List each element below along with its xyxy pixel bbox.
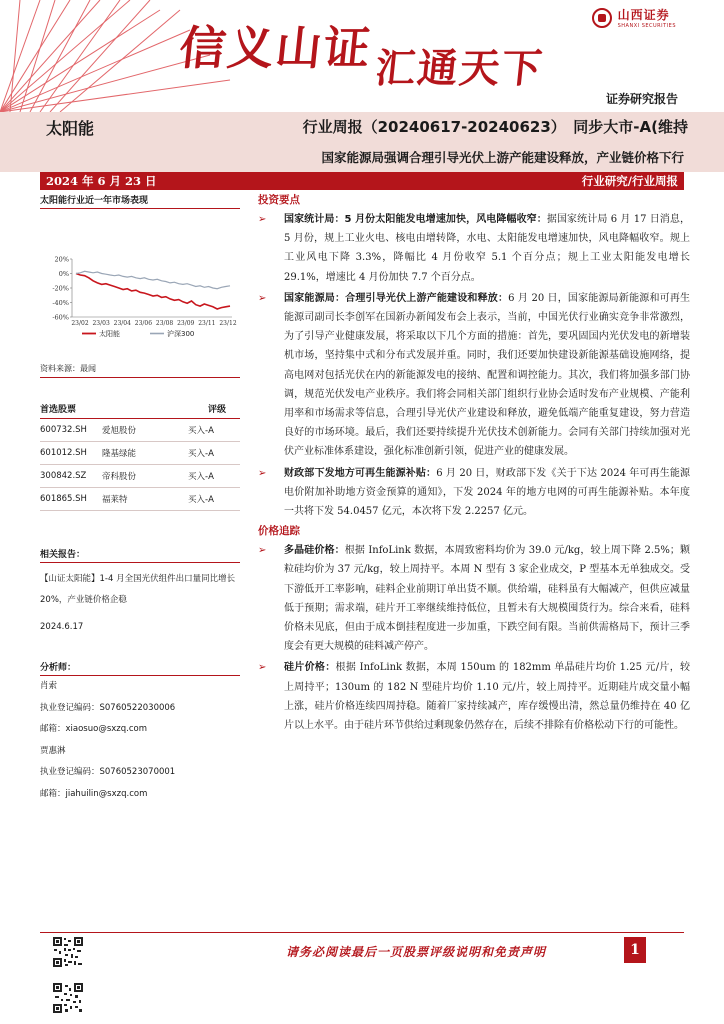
arrow-bullet-icon: ➢ [258, 214, 267, 225]
slogan [176, 12, 550, 92]
y-tick-label: 0% [58, 270, 69, 278]
chart-svg [40, 209, 240, 359]
arrow-bullet-icon: ➢ [258, 292, 267, 304]
stock-rating: 买入-A [188, 426, 214, 436]
left-sidebar [40, 190, 240, 805]
qr-code-icon [52, 982, 84, 1014]
analyst-name: 贾惠淋 [40, 745, 66, 756]
footer-disclaimer: 请务必阅读最后一页股票评级说明和免责声明 [286, 945, 547, 959]
header-banner [0, 0, 724, 112]
report-type: 证券研究报告 [605, 92, 678, 106]
slogan-part2: 汇通天下 [373, 45, 546, 92]
stock-name: 隆基绿能 [102, 449, 137, 459]
report-category: 行业研究/行业周报 [581, 174, 678, 188]
arrow-bullet-icon: ➢ [258, 662, 267, 674]
report-headline: 国家能源局强调合理引导光伏上游产能建设释放，产业链价格下行 [321, 150, 684, 165]
analysts-title: 分析师： [40, 660, 240, 676]
paragraph-body: 6 月 20 日，财政部下发《关于下达 2024 年可再生能源电价附加补助地方资金预算的通知》，下发 2024 年的地方电网的可再生能源补贴。本年度一共将下发 54.0457 亿元，本次将下发 2.2257 亿元。 [284, 467, 690, 518]
paragraph-lead: 国家统计局：5 月份太阳能发电增速加快，风电降幅收窄： [284, 214, 547, 225]
logo-name: 山西证券 [617, 8, 670, 22]
stock-rating: 买入-A [188, 495, 214, 505]
paragraph-lead: 财政部下发地方可再生能源补贴： [284, 467, 437, 479]
x-tick-label: 23/09 [177, 320, 195, 327]
paragraph-finance-ministry [258, 464, 690, 522]
legend-label: 太阳能 [99, 330, 120, 338]
series-line-csi300 [76, 271, 230, 288]
x-tick-label: 23/11 [198, 320, 216, 327]
x-tick-label: 23/02 [71, 320, 89, 327]
chart-title: 太阳能行业近一年市场表现 [40, 190, 240, 209]
y-tick-label: -40% [52, 299, 69, 307]
analysts-section [40, 660, 240, 805]
paragraph-lead: 硅片价格： [284, 662, 336, 674]
x-tick-label: 23/12 [219, 320, 237, 327]
analyst-email[interactable]: 邮箱：xiaosuo@sxzq.com [40, 724, 147, 734]
y-tick-label: -20% [52, 284, 69, 293]
section-title-highlights: 投资要点 [258, 194, 300, 206]
x-tick-label: 23/03 [92, 320, 110, 327]
stock-rating: 买入-A [188, 449, 214, 459]
stock-code: 600732.SH [40, 425, 87, 435]
paragraph-polysilicon [258, 541, 690, 656]
chart-source: 资料来源：最闻 [40, 359, 240, 378]
slogan-part1: 信义山证 [176, 21, 375, 75]
arrow-bullet-icon: ➢ [258, 545, 267, 557]
analyst-email[interactable]: 邮箱：jiahuilin@sxzq.com [40, 788, 148, 799]
table-row [40, 419, 240, 442]
stock-code: 300842.SZ [40, 471, 87, 481]
table-row [40, 488, 240, 511]
footer-divider [40, 932, 684, 933]
date-bar [40, 172, 684, 190]
paragraph-energy-admin [258, 289, 690, 462]
stock-code: 601012.SH [40, 448, 87, 458]
y-tick-label: -60% [52, 313, 69, 322]
paragraph-body: 6 月 20 日，国家能源局新能源和可再生能源司副司长李创军在国新办新闻发布会上表示，当前，中国光伏行业确实竞争非常激烈，为了引导产业健康发展，将采取以下几个方面的措施：首先，要巩固国内光伏发电的新增装机市场，坚持集中式和分布式发展并重。同时，我们还要加快建设新能源基础设施网络，提高电网对包括光伏在内的新能源发电的接纳、配置和调控能力。其次，我们将加强多部门协调，规范光伏发电产业秩序。我们将会同相关部门组织行业协会适时发布产业规模、产能利用率和市场需求等信息，合理引导光伏产业建设和释放，避免低端产能重复建设，努力营造良好的市场环境。最后，我们还要持续提升光伏技术创新能力。会同有关部门持续加强对光伏产业标准体系建设，强化标准创新引领，促进产业的健康发展。 [284, 292, 691, 458]
sector-name: 太阳能 [46, 119, 95, 138]
title-bar [0, 112, 724, 172]
paragraph-lead: 国家能源局：合理引导光伏上游产能建设和释放： [284, 292, 509, 304]
related-report-date: 2024.6.17 [40, 622, 84, 632]
stock-name: 福莱特 [102, 495, 128, 505]
paragraph-body: 根据 InfoLink 数据，本周致密料均价为 39.0 元/kg，较上周下降 2.5%；颗粒硅均价为 37 元/kg，较上周持平。本周 N 型有 3 家企业成交，P 型基本无单独成交。受下游低开工率影响，硅料企业前期订单出货不顺。供给端，硅料虽有大幅减产，但供应减量低于预期；需求端，硅片开工率继续维持低位，且暂未有大规模囤货行为。综合来看，硅料价格未见底，但由于成本倒挂程度进一步加重，下跌空间有限。当前供需格局下，预计三季度会有更大规模的硅料减产停产。 [284, 545, 690, 653]
company-logo [592, 6, 676, 29]
stock-name: 帝科股份 [102, 472, 137, 482]
related-report-link[interactable]: 【山证太阳能】1-4 月全国光伏组件出口量同比增长 20%，产业链价格企稳 [40, 574, 236, 605]
y-tick-label: 20% [54, 255, 69, 264]
paragraph-body: 根据 InfoLink 数据，本周 150um 的 182mm 单晶硅片均价 1.25 元/片，较上周持平；130um 的 182 N 型硅片均价 1.10 元/片，较上周持平。近期硅片成交量小幅上涨，硅片价格连续四周持稳。随着厂家持续减产，库存缓慢出清，然总量仍维持在 40 亿片以上水平。由于硅片环节供给过剩现象仍然存在，后续不排除有价格松动下行的可能性。 [284, 662, 691, 732]
legend-label: 沪深300 [167, 330, 195, 338]
weekly-title: 行业周报（20240617-20240623） 同步大市-A(维持 [302, 118, 688, 136]
report-date: 2024 年 6 月 23 日 [46, 174, 157, 188]
series-line-solar [76, 274, 230, 310]
main-content [258, 190, 690, 735]
stock-rating: 买入-A [188, 472, 214, 482]
logo-emblem-icon [592, 8, 612, 28]
market-performance-chart [40, 209, 240, 359]
paragraph-body: 据国家统计局 6 月 17 日消息，5 月份，规上工业火电、核电由增转降，水电、太阳能发电增速加快，风电降幅收窄。规上工业风电下降 3.3%，降幅比 4 月份收窄 5.1 个百分点；规上工业太阳能发电增长 29.1%，增速比 4 月份加快 7.7 个百分点。 [284, 214, 690, 283]
paragraph-wafer [258, 658, 690, 735]
related-title: 相关报告： [40, 547, 240, 563]
table-row [40, 442, 240, 465]
section-title-prices: 价格追踪 [258, 525, 300, 538]
analyst-license: 执业登记编码：S0760523070001 [40, 767, 176, 777]
arrow-bullet-icon: ➢ [258, 467, 267, 479]
analyst-license: 执业登记编码：S0760522030006 [40, 702, 176, 713]
stock-code: 601865.SH [40, 494, 87, 504]
preferred-stocks-table [40, 402, 240, 511]
paragraph-stats-bureau [258, 210, 690, 287]
logo-name-en: SHANXI SECURITIES [617, 23, 676, 29]
page-number: 1 [624, 937, 646, 963]
x-tick-label: 23/06 [134, 320, 153, 327]
qr-code-icon [52, 936, 84, 968]
paragraph-lead: 多晶硅价格： [284, 545, 345, 557]
stocks-header [40, 402, 240, 419]
analyst-name: 肖索 [40, 681, 58, 691]
stock-name: 爱旭股份 [102, 426, 137, 436]
stocks-header-rating: 评级 [207, 405, 226, 415]
stocks-header-name: 首选股票 [40, 405, 77, 415]
table-row [40, 465, 240, 488]
related-reports [40, 547, 240, 638]
x-tick-label: 23/08 [155, 320, 174, 327]
x-tick-label: 23/04 [113, 320, 131, 327]
